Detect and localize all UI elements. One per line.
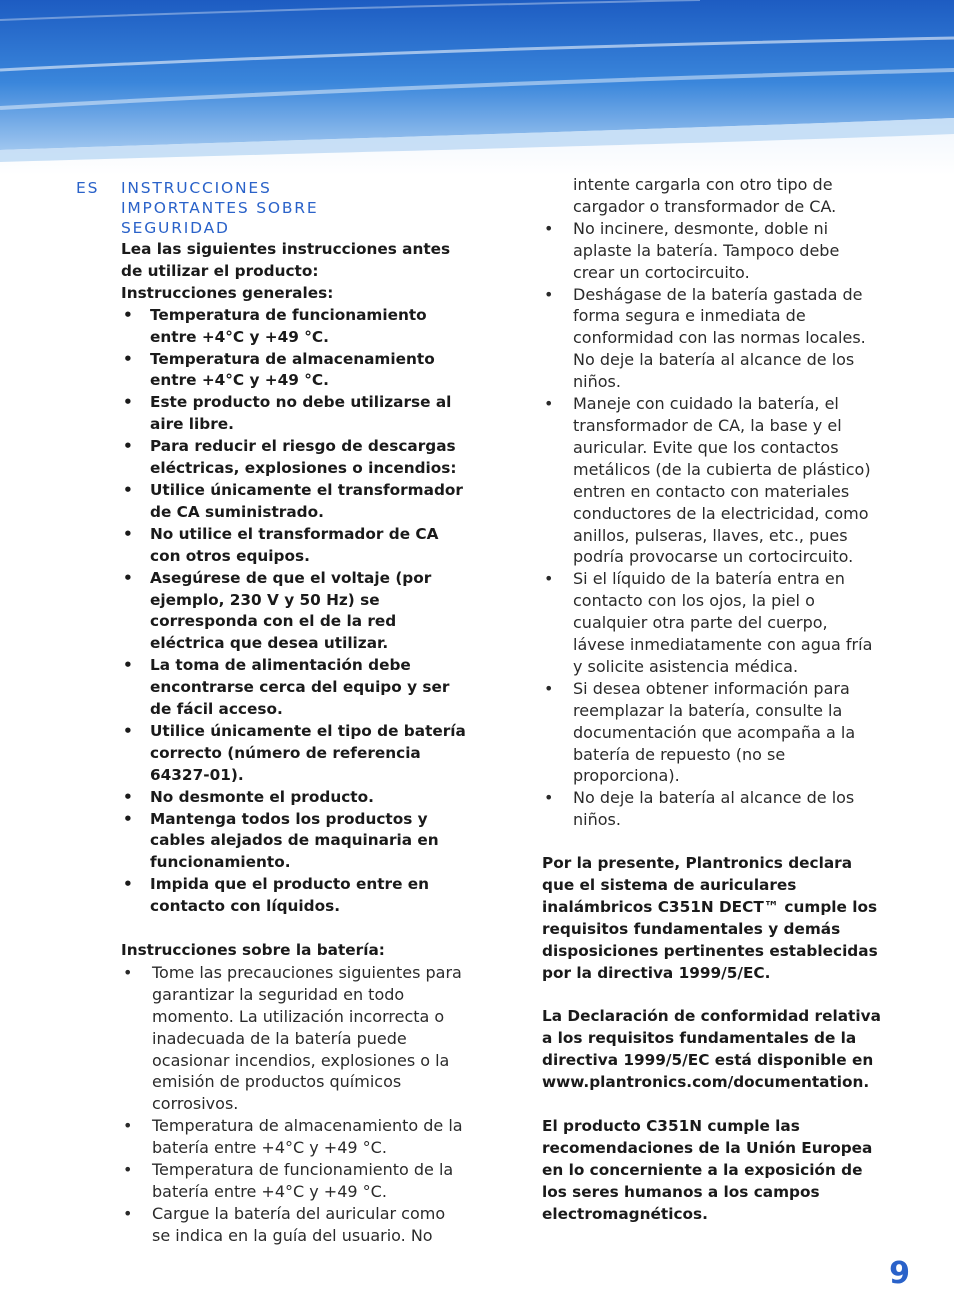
- list-item: • Temperatura de funcionamiento entre +4°C y +49 °C.: [123, 305, 427, 346]
- continuation-text: intente cargarla con otro tipo de cargador o transformador de CA.: [573, 175, 837, 216]
- battery-list: [121, 962, 466, 1247]
- list-item: • Deshágase de la batería gastada de forma segura e inmediata de conformidad con las normas locales. No deje la batería al alcance de los niños.: [544, 284, 866, 392]
- list-item: • Si el líquido de la batería entra en contacto con los ojos, la piel o cualquier otra parte del cuerpo, lávese inmediatamente con agua fría y solicite asistencia médica.: [544, 569, 873, 676]
- list-item: • Tome las precauciones siguientes para garantizar la seguridad en todo momento. La utilización incorrecta o inadecuada de la batería puede ocasionar incendios, explosiones o la emisión de productos químicos corrosivos.: [123, 962, 462, 1114]
- heading-line: SEGURIDAD: [121, 219, 230, 237]
- list-item: • No incinere, desmonte, doble ni aplaste la batería. Tampoco debe crear un cortocircuito.: [544, 218, 840, 282]
- general-section: [121, 239, 466, 962]
- general-list: [121, 305, 466, 918]
- list-item: • Este producto no debe utilizarse al aire libre.: [123, 393, 452, 434]
- section-heading: [121, 178, 466, 238]
- emf-text: El producto C351N cumple las recomendaciones de la Unión Europea en lo concerniente a la exposición de los seres humanos a los campos electromagnéticos.: [542, 1116, 873, 1223]
- list-item: • Para reducir el riesgo de descargas eléctricas, explosiones o incendios:: [123, 437, 457, 478]
- list-item: • Utilice únicamente el transformador de CA suministrado.: [123, 480, 463, 521]
- list-item: • Si desea obtener información para reemplazar la batería, consulte la documentación que acompaña a la batería de repuesto (no se proporciona).: [544, 678, 856, 786]
- list-item: • Mantenga todos los productos y cables alejados de maquinaria en funcionamiento.: [123, 809, 439, 872]
- list-item: • Temperatura de almacenamiento entre +4°C y +49 °C.: [123, 349, 435, 390]
- intro-text: Lea las siguientes instrucciones antes de utilizar el producto:: [121, 240, 451, 280]
- list-item: • Impida que el producto entre en contacto con líquidos.: [123, 875, 430, 916]
- right-column: [542, 174, 882, 1225]
- list-item: • No desmonte el producto.: [123, 787, 374, 806]
- list-item: • La toma de alimentación debe encontrarse cerca del equipo y ser de fácil acceso.: [123, 656, 450, 719]
- declaration-text: Por la presente, Plantronics declara que el sistema de auriculares inalámbricos C351N DECT™ cumple los requisitos fundamentales y demás disposiciones pertinentes establecidas por la directiva 1999/5/EC.: [542, 854, 878, 982]
- conformity-text: La Declaración de conformidad relativa a los requisitos fundamentales de la directiva 1999/5/EC está disponible en www.plantronics.com/documentation.: [542, 1007, 881, 1092]
- battery-title: Instrucciones sobre la batería:: [121, 940, 385, 959]
- language-code: ES: [76, 179, 100, 197]
- list-item: • Utilice únicamente el tipo de batería correcto (número de referencia 64327-01).: [123, 721, 466, 784]
- battery-list-continued: [542, 218, 882, 831]
- left-column: [121, 174, 466, 1247]
- heading-line: INSTRUCCIONES: [121, 179, 272, 197]
- list-item: • Asegúrese de que el voltaje (por ejemplo, 230 V y 50 Hz) se corresponda con el de la red eléctrica que desea utilizar.: [123, 568, 432, 653]
- heading-line: IMPORTANTES SOBRE: [121, 199, 319, 217]
- header-banner: [0, 0, 954, 175]
- list-item: • Temperatura de almacenamiento de la batería entre +4°C y +49 °C.: [123, 1116, 463, 1158]
- page-number: 9: [889, 1256, 910, 1291]
- list-item: • Maneje con cuidado la batería, el transformador de CA, la base y el auricular. Evite que los contactos metálicos (de la cubierta de plástico) entren en contacto con materiales conductores de la electricidad, como anillos, pulseras, llaves, etc., pues podría provocarse un cortocircuito.: [544, 394, 871, 567]
- list-item: • Cargue la batería del auricular como se indica en la guía del usuario. No: [123, 1203, 446, 1245]
- general-title: Instrucciones generales:: [121, 283, 334, 302]
- list-item: • Temperatura de funcionamiento de la batería entre +4°C y +49 °C.: [123, 1160, 454, 1201]
- list-item: • No deje la batería al alcance de los niños.: [544, 788, 855, 830]
- list-item: • No utilice el transformador de CA con otros equipos.: [123, 524, 439, 565]
